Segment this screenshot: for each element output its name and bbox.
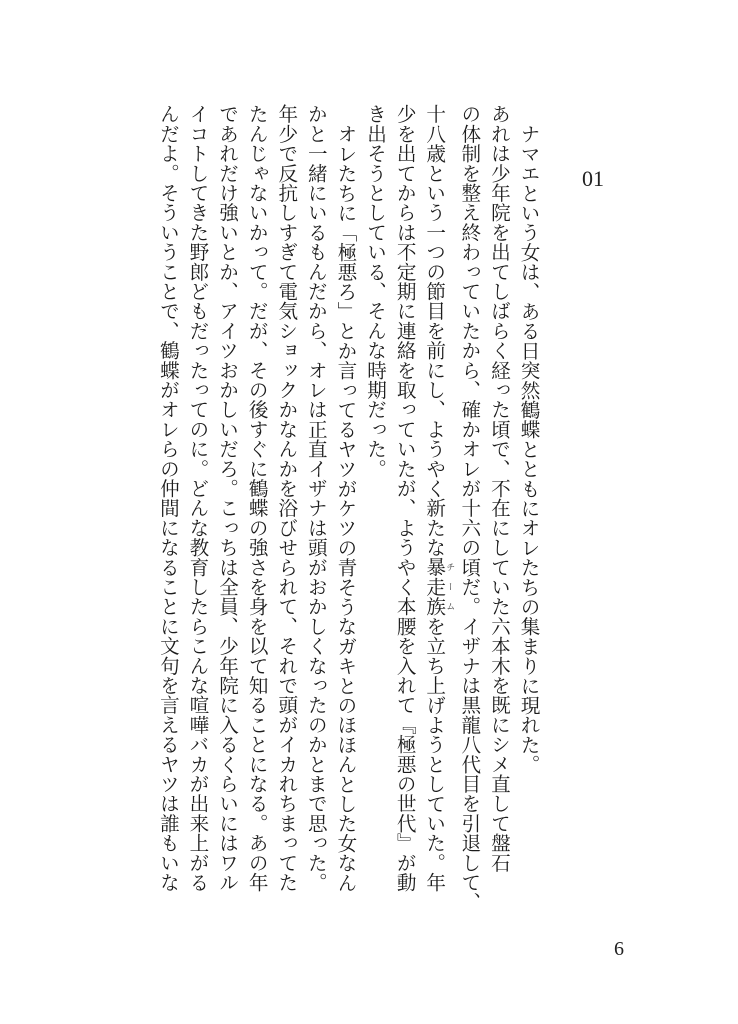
- text-column-10: たんじゃないかって。だが、その後すぐに鶴蝶の強さを身を以て知ることになる。あの年: [245, 104, 269, 892]
- chapter-number: 01: [582, 166, 604, 191]
- text-column-6: き出そうとしている、そんな時期だった。: [363, 104, 387, 479]
- ruby-text: チーム: [444, 557, 455, 617]
- text-segment: 十八歳という一つの節目を前にし、ようやく新たな: [422, 104, 446, 558]
- text-column-8: かと一緒にいるもんだから、オレは正直イザナは頭がおかしくなったのかとまで思った。: [304, 104, 328, 892]
- text-segment: を立ち上げようとしていた。年: [422, 616, 446, 893]
- vertical-body-text: [153, 104, 543, 912]
- text-column-9: 年少で反抗しすぎて電気ショックかなんかを浴びせられて、それで頭がイカれちまってた: [274, 104, 298, 892]
- text-column-5: 少を出てからは不定期に連絡を取っていたが、ようやく本腰を入れて『極悪の世代』が動: [393, 104, 417, 892]
- text-column-13: んだよ。そういうことで、鶴蝶がオレらの仲間になることに文句を言えるヤツは誰もいな: [156, 104, 180, 892]
- ruby-base: 暴走族: [422, 557, 446, 617]
- text-column-1: ナマエという女は、ある日突然鶴蝶とともにオレたちの集まりに現れた。: [517, 123, 540, 774]
- text-column-12: イコトしてきた野郎どもだったってのに。どんな教育したらこんな喧嘩バカが出来上がる: [185, 104, 209, 892]
- text-column-3: の体制を整え終わっていたから、確かオレが十六の頃だ。イザナは黒龍八代目を引退して、: [457, 104, 481, 912]
- text-column-11: であれだけ強いとか、アイツおかしいだろ。こっちは全員、少年院に入るくらいにはワル: [215, 104, 239, 892]
- page-number: 6: [614, 938, 624, 960]
- text-column-4: [419, 104, 454, 904]
- text-column-7: オレたちに「極悪ろ」とか言ってるヤツがケツの青そうなガキとのほほんとした女なん: [333, 123, 357, 892]
- text-column-2: あれは少年院を出てしばらく経った頃で、不在にしていた六本木を既にシメ直して盤石: [487, 104, 511, 873]
- ruby-annotation: [422, 557, 455, 617]
